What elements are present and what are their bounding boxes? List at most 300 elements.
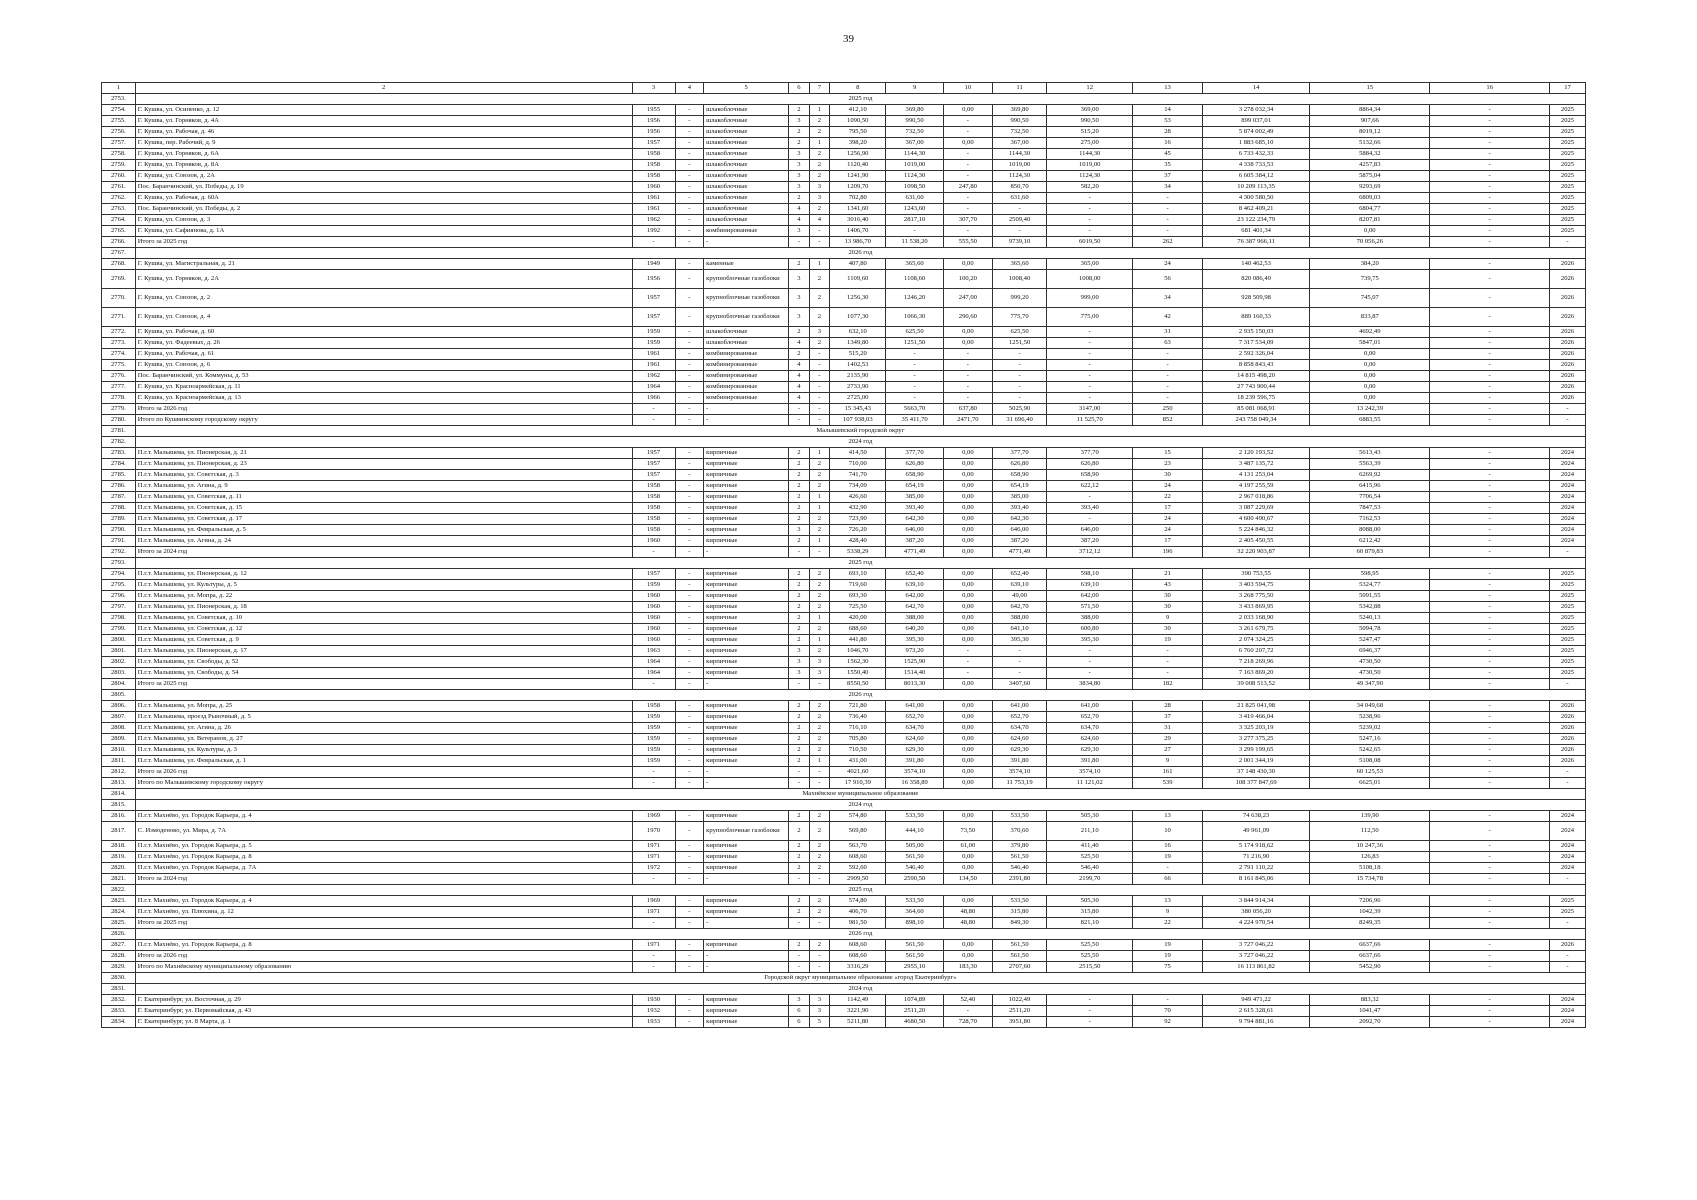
table-cell: 71 216,90: [1202, 852, 1310, 863]
table-cell: -: [675, 338, 704, 349]
table-cell: 734,09: [830, 481, 886, 492]
table-cell: шлакоблочные: [704, 160, 789, 171]
table-cell: 1971: [632, 852, 675, 863]
table-cell: 0,00: [1310, 360, 1430, 371]
table-cell: 60 879,83: [1310, 547, 1430, 558]
table-cell: 2026: [1550, 712, 1586, 723]
table-cell: 1957: [632, 289, 675, 308]
table-cell: -: [1430, 349, 1550, 360]
table-cell: 1956: [632, 116, 675, 127]
table-cell: 0,00: [943, 525, 992, 536]
table-cell: 525,50: [1047, 951, 1133, 962]
table-cell: 9293,69: [1310, 182, 1430, 193]
section-header-row: [102, 885, 1586, 896]
table-cell: 2025: [1550, 193, 1586, 204]
table-cell: 4: [789, 215, 809, 226]
section-header-row: [102, 973, 1586, 984]
table-cell: 367,00: [992, 138, 1046, 149]
row-number: 2792.: [102, 547, 136, 558]
table-cell: -: [1550, 874, 1586, 885]
table-cell: 4 600 490,67: [1202, 514, 1310, 525]
table-cell: 646,00: [886, 525, 943, 536]
table-cell: 431,00: [830, 756, 886, 767]
table-cell: 1969: [632, 896, 675, 907]
table-cell: -: [675, 382, 704, 393]
table-cell: 1960: [632, 635, 675, 646]
table-cell: 4: [789, 338, 809, 349]
table-cell: 688,60: [830, 624, 886, 635]
table-row: [102, 841, 1586, 852]
table-cell: 990,50: [886, 116, 943, 127]
table-cell: 0,00: [943, 514, 992, 525]
table-cell: 243 758 049,34: [1202, 415, 1310, 426]
table-cell: 6883,55: [1310, 415, 1430, 426]
table-cell: 2026: [1550, 723, 1586, 734]
table-row: [102, 547, 1586, 558]
table-cell: 2: [789, 591, 809, 602]
table-cell: 1960: [632, 182, 675, 193]
table-cell: 624,60: [992, 734, 1046, 745]
table-cell: 76 387 966,11: [1202, 237, 1310, 248]
table-cell: 705,80: [830, 734, 886, 745]
table-cell: 23 122 234,79: [1202, 215, 1310, 226]
address-cell: П.г.т. Малышева, ул. Советская, д. 9: [135, 635, 632, 646]
row-number: 2810.: [102, 745, 136, 756]
table-cell: 719,60: [830, 580, 886, 591]
table-cell: 999,20: [992, 289, 1046, 308]
table-cell: 4680,50: [886, 1017, 943, 1028]
table-cell: 3 419 466,04: [1202, 712, 1310, 723]
table-cell: шлакоблочные: [704, 171, 789, 182]
row-number: 2753.: [102, 94, 136, 105]
table-row: [102, 237, 1586, 248]
table-cell: 1958: [632, 701, 675, 712]
table-cell: 1958: [632, 160, 675, 171]
table-cell: 2026: [1550, 382, 1586, 393]
table-cell: 652,70: [1047, 712, 1133, 723]
table-cell: 889 160,33: [1202, 308, 1310, 327]
table-cell: 2 791 110,22: [1202, 863, 1310, 874]
table-cell: 0,00: [943, 536, 992, 547]
table-cell: 10 247,36: [1310, 841, 1430, 852]
table-cell: 883,32: [1310, 995, 1430, 1006]
table-cell: -: [675, 492, 704, 503]
table-cell: 2: [809, 745, 829, 756]
table-row: [102, 215, 1586, 226]
table-cell: 24: [1133, 514, 1203, 525]
table-row: [102, 360, 1586, 371]
table-cell: кирпичные: [704, 896, 789, 907]
table-cell: -: [943, 171, 992, 182]
table-cell: 1960: [632, 591, 675, 602]
table-cell: 0,00: [943, 852, 992, 863]
table-cell: -: [1133, 360, 1203, 371]
table-cell: -: [1430, 371, 1550, 382]
table-cell: 8864,34: [1310, 105, 1430, 116]
table-cell: 634,70: [886, 723, 943, 734]
table-cell: 2024: [1550, 811, 1586, 822]
table-cell: 8207,81: [1310, 215, 1430, 226]
section-title: 2026 год: [135, 248, 1585, 259]
table-cell: 100,20: [943, 270, 992, 289]
table-cell: -: [675, 503, 704, 514]
table-cell: 626,80: [1047, 459, 1133, 470]
table-cell: 2025: [1550, 613, 1586, 624]
table-cell: 70: [1133, 1006, 1203, 1017]
table-cell: -: [1430, 237, 1550, 248]
address-cell: Итого за 2024 год: [135, 874, 632, 885]
section-title: 2024 год: [135, 800, 1585, 811]
table-cell: -: [1430, 767, 1550, 778]
table-row: [102, 536, 1586, 547]
table-cell: 21 825 041,98: [1202, 701, 1310, 712]
table-cell: 34: [1133, 182, 1203, 193]
table-cell: 571,50: [1047, 602, 1133, 613]
table-cell: 3 433 869,95: [1202, 602, 1310, 613]
table-cell: -: [789, 404, 809, 415]
table-cell: кирпичные: [704, 734, 789, 745]
table-cell: 2024: [1550, 852, 1586, 863]
table-cell: 658,90: [1047, 470, 1133, 481]
table-cell: 833,87: [1310, 308, 1430, 327]
table-cell: 626,80: [992, 459, 1046, 470]
table-cell: кирпичные: [704, 624, 789, 635]
table-cell: -: [1430, 448, 1550, 459]
table-cell: 2: [809, 149, 829, 160]
table-cell: 28: [1133, 127, 1203, 138]
address-cell: Г. Кушва, ул. Осипенко, д. 12: [135, 105, 632, 116]
table-cell: 2135,90: [830, 371, 886, 382]
table-cell: 3 403 594,75: [1202, 580, 1310, 591]
table-cell: кирпичные: [704, 657, 789, 668]
table-cell: 2: [789, 580, 809, 591]
address-cell: Итого по Махнёвскому муниципальному образованию: [135, 962, 632, 973]
table-cell: -: [1430, 105, 1550, 116]
table-cell: 710,00: [830, 459, 886, 470]
row-number: 2807.: [102, 712, 136, 723]
table-cell: 4: [789, 393, 809, 404]
table-cell: 0,00: [943, 863, 992, 874]
table-cell: 0,00: [943, 338, 992, 349]
table-row: [102, 116, 1586, 127]
table-cell: 5342,88: [1310, 602, 1430, 613]
row-number: 2754.: [102, 105, 136, 116]
table-cell: -: [789, 778, 809, 789]
housing-register-table: [101, 82, 1586, 1028]
table-cell: 6637,66: [1310, 951, 1430, 962]
table-cell: -: [1430, 481, 1550, 492]
row-number: 2825.: [102, 918, 136, 929]
table-cell: -: [992, 382, 1046, 393]
table-cell: -: [675, 712, 704, 723]
table-cell: 107 938,03: [830, 415, 886, 426]
address-cell: П.г.т. Малышева, ул. Свободы, д. 52: [135, 657, 632, 668]
column-number-header: 14: [1202, 83, 1310, 94]
section-header-row: [102, 94, 1586, 105]
table-cell: 0,00: [943, 580, 992, 591]
table-cell: 654,19: [886, 481, 943, 492]
table-cell: кирпичные: [704, 569, 789, 580]
table-cell: 0,00: [1310, 226, 1430, 237]
table-cell: 42: [1133, 308, 1203, 327]
table-cell: 4 300 580,50: [1202, 193, 1310, 204]
row-number: 2756.: [102, 127, 136, 138]
table-cell: -: [704, 237, 789, 248]
table-cell: 2: [809, 580, 829, 591]
table-cell: -: [1047, 360, 1133, 371]
table-cell: -: [675, 822, 704, 841]
table-cell: -: [675, 591, 704, 602]
table-cell: 3: [789, 995, 809, 1006]
table-cell: 31: [1133, 723, 1203, 734]
table-cell: 411,40: [1047, 841, 1133, 852]
table-cell: 3 277 375,25: [1202, 734, 1310, 745]
table-cell: 641,00: [992, 701, 1046, 712]
table-cell: 1958: [632, 171, 675, 182]
table-cell: -: [789, 951, 809, 962]
section-header-row: [102, 558, 1586, 569]
table-cell: 275,00: [1047, 138, 1133, 149]
table-cell: 2511,20: [886, 1006, 943, 1017]
table-cell: 5875,04: [1310, 171, 1430, 182]
table-cell: 820 086,49: [1202, 270, 1310, 289]
table-cell: 3: [809, 327, 829, 338]
table-row: [102, 940, 1586, 951]
table-cell: -: [675, 289, 704, 308]
table-cell: -: [704, 874, 789, 885]
table-cell: 1933: [632, 1017, 675, 1028]
table-cell: 45: [1133, 149, 1203, 160]
table-cell: 2: [809, 852, 829, 863]
table-cell: 775,00: [1047, 308, 1133, 327]
table-row: [102, 105, 1586, 116]
table-cell: -: [1430, 841, 1550, 852]
table-cell: 4 338 733,53: [1202, 160, 1310, 171]
table-row: [102, 149, 1586, 160]
table-cell: 3: [789, 525, 809, 536]
table-cell: 899 037,01: [1202, 116, 1310, 127]
table-cell: 28: [1133, 701, 1203, 712]
table-cell: -: [632, 767, 675, 778]
table-cell: 725,50: [830, 602, 886, 613]
table-cell: 2: [809, 822, 829, 841]
table-cell: -: [1550, 237, 1586, 248]
row-number: 2768.: [102, 259, 136, 270]
table-cell: -: [704, 404, 789, 415]
table-cell: 2: [789, 448, 809, 459]
table-cell: 380 056,20: [1202, 907, 1310, 918]
table-cell: 2 935 150,03: [1202, 327, 1310, 338]
table-cell: 928 509,98: [1202, 289, 1310, 308]
table-cell: 391,80: [1047, 756, 1133, 767]
table-cell: 39 008 513,52: [1202, 679, 1310, 690]
table-cell: 384,20: [1310, 259, 1430, 270]
table-cell: кирпичные: [704, 863, 789, 874]
section-header-row: [102, 437, 1586, 448]
table-cell: -: [809, 393, 829, 404]
table-cell: 625,50: [886, 327, 943, 338]
table-cell: -: [809, 874, 829, 885]
table-cell: 2025: [1550, 624, 1586, 635]
table-cell: -: [1047, 327, 1133, 338]
table-cell: 1066,30: [886, 308, 943, 327]
address-cell: П.г.т. Малышева, ул. Пионерская, д. 21: [135, 448, 632, 459]
table-cell: 56: [1133, 270, 1203, 289]
table-cell: 19: [1133, 940, 1203, 951]
table-cell: 2: [789, 259, 809, 270]
table-cell: 3574,10: [1047, 767, 1133, 778]
table-cell: 3: [789, 226, 809, 237]
table-cell: 2025: [1550, 896, 1586, 907]
table-cell: -: [809, 951, 829, 962]
table-cell: -: [675, 204, 704, 215]
section-title: 2025 год: [135, 558, 1585, 569]
table-cell: 1041,47: [1310, 1006, 1430, 1017]
table-cell: 2 074 324,25: [1202, 635, 1310, 646]
table-cell: 973,20: [886, 646, 943, 657]
table-cell: -: [809, 547, 829, 558]
table-cell: 0,00: [943, 940, 992, 951]
table-cell: кирпичные: [704, 448, 789, 459]
table-cell: -: [1430, 863, 1550, 874]
table-cell: 642,00: [886, 591, 943, 602]
table-cell: 2: [789, 624, 809, 635]
table-cell: -: [1430, 962, 1550, 973]
table-cell: 1957: [632, 308, 675, 327]
table-cell: 52,40: [943, 995, 992, 1006]
table-cell: 1: [809, 105, 829, 116]
table-cell: -: [675, 896, 704, 907]
section-title: 2026 год: [135, 690, 1585, 701]
table-cell: -: [789, 918, 809, 929]
table-cell: -: [675, 995, 704, 1006]
row-number: 2774.: [102, 349, 136, 360]
table-cell: 1514,40: [886, 668, 943, 679]
row-number: 2831.: [102, 984, 136, 995]
table-cell: -: [1047, 382, 1133, 393]
table-cell: 0,00: [1310, 393, 1430, 404]
table-cell: -: [675, 841, 704, 852]
row-number: 2799.: [102, 624, 136, 635]
row-number: 2785.: [102, 470, 136, 481]
table-cell: 1109,60: [830, 270, 886, 289]
table-cell: 74 638,23: [1202, 811, 1310, 822]
address-cell: Г. Кушва, ул. Красноармейская, д. 13: [135, 393, 632, 404]
table-cell: 4: [789, 360, 809, 371]
table-cell: 990,50: [992, 116, 1046, 127]
table-cell: 0,00: [943, 259, 992, 270]
row-number: 2793.: [102, 558, 136, 569]
table-row: [102, 580, 1586, 591]
table-cell: 726,20: [830, 525, 886, 536]
table-cell: -: [1047, 204, 1133, 215]
table-cell: 1022,49: [992, 995, 1046, 1006]
table-row: [102, 863, 1586, 874]
table-row: [102, 852, 1586, 863]
table-cell: 3: [789, 657, 809, 668]
table-cell: 14: [1133, 105, 1203, 116]
table-cell: -: [632, 237, 675, 248]
table-cell: 2: [809, 896, 829, 907]
address-cell: Г. Кушва, ул. Сафиянова, д. 1А: [135, 226, 632, 237]
table-cell: кирпичные: [704, 514, 789, 525]
table-cell: 2: [789, 138, 809, 149]
table-cell: 10 209 113,35: [1202, 182, 1310, 193]
table-cell: -: [675, 624, 704, 635]
table-cell: -: [1550, 767, 1586, 778]
address-cell: Г. Кушва, ул. Горняков, д. 4А: [135, 116, 632, 127]
address-cell: Г. Кушва, ул. Горняков, д. 6А: [135, 149, 632, 160]
column-number-header: 11: [992, 83, 1046, 94]
table-cell: 0,00: [943, 569, 992, 580]
table-cell: 2024: [1550, 514, 1586, 525]
table-cell: -: [943, 371, 992, 382]
table-cell: -: [675, 105, 704, 116]
table-cell: 5247,47: [1310, 635, 1430, 646]
address-cell: П.г.т. Малышева, ул. Советская, д. 11: [135, 492, 632, 503]
table-cell: -: [632, 679, 675, 690]
table-cell: -: [1550, 415, 1586, 426]
table-cell: -: [1430, 393, 1550, 404]
table-cell: -: [1430, 874, 1550, 885]
address-cell: Г. Кушва, ул. Магистральная, д. 21: [135, 259, 632, 270]
table-cell: 2: [809, 734, 829, 745]
table-cell: 3: [789, 149, 809, 160]
table-cell: -: [943, 382, 992, 393]
table-cell: -: [943, 657, 992, 668]
table-row: [102, 371, 1586, 382]
table-row: [102, 918, 1586, 929]
table-row: [102, 308, 1586, 327]
table-cell: -: [1550, 918, 1586, 929]
table-cell: 15 345,43: [830, 404, 886, 415]
table-cell: -: [1430, 160, 1550, 171]
row-number: 2759.: [102, 160, 136, 171]
table-cell: -: [632, 951, 675, 962]
table-cell: 2: [809, 841, 829, 852]
table-cell: -: [675, 569, 704, 580]
table-cell: 5238,96: [1310, 712, 1430, 723]
table-cell: -: [675, 767, 704, 778]
table-cell: 0,00: [1310, 349, 1430, 360]
table-cell: 34 049,68: [1310, 701, 1430, 712]
table-cell: 1074,89: [886, 995, 943, 1006]
table-cell: 625,50: [992, 327, 1046, 338]
column-number-header: 12: [1047, 83, 1133, 94]
table-cell: 9: [1133, 907, 1203, 918]
address-cell: Итого по Кушвинскому городскому округу: [135, 415, 632, 426]
table-cell: -: [1430, 270, 1550, 289]
table-cell: 2: [789, 896, 809, 907]
row-number: 2811.: [102, 756, 136, 767]
column-number-header: 3: [632, 83, 675, 94]
table-cell: 61,00: [943, 841, 992, 852]
table-cell: 2024: [1550, 492, 1586, 503]
table-cell: -: [1047, 393, 1133, 404]
table-cell: -: [1430, 215, 1550, 226]
table-cell: 741,70: [830, 470, 886, 481]
row-number: 2803.: [102, 668, 136, 679]
table-cell: 1019,00: [886, 160, 943, 171]
table-cell: кирпичные: [704, 591, 789, 602]
table-cell: -: [675, 116, 704, 127]
table-cell: шлакоблочные: [704, 338, 789, 349]
section-title: Малышевский городской округ: [135, 426, 1585, 437]
table-row: [102, 259, 1586, 270]
table-cell: 16: [1133, 138, 1203, 149]
column-number-header: 15: [1310, 83, 1430, 94]
column-number-header: 1: [102, 83, 136, 94]
